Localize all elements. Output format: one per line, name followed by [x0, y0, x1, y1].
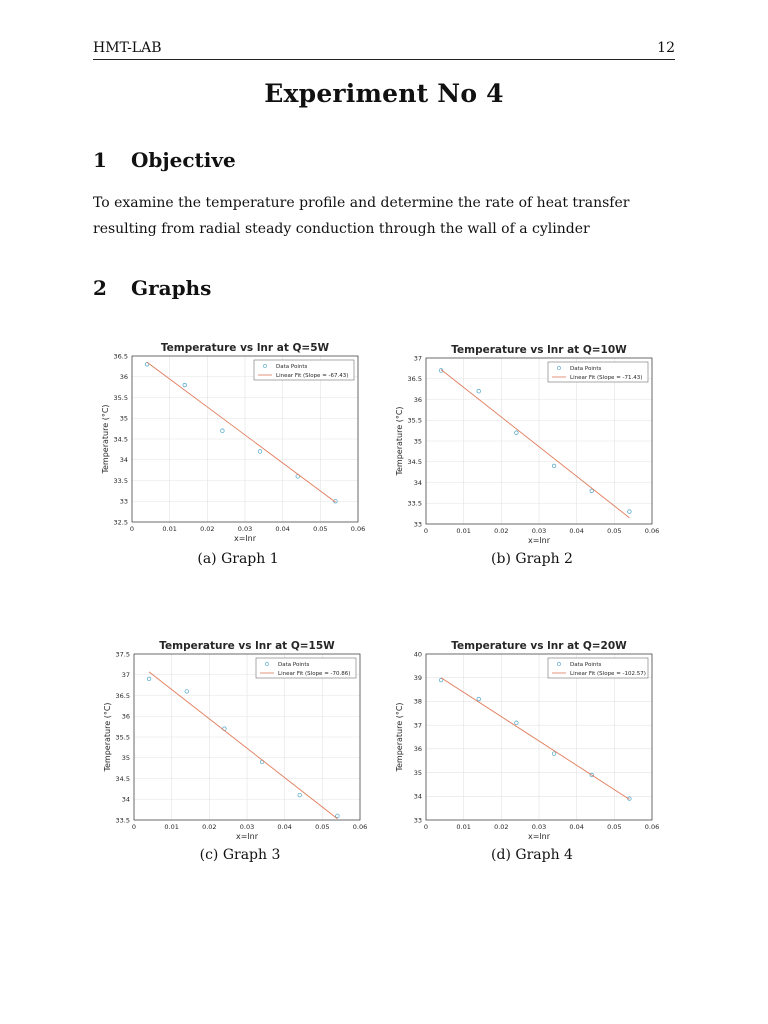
y-tick-label: 33 — [413, 520, 422, 529]
y-tick-label: 35 — [119, 414, 128, 423]
legend-entry: Linear Fit (Slope = -102.57) — [570, 671, 646, 677]
page-title: Experiment No 4 — [264, 79, 504, 108]
y-tick-label: 35 — [121, 754, 130, 763]
y-axis-label: Temperature (°C) — [395, 702, 404, 772]
y-tick-label: 34 — [413, 792, 422, 801]
section-number: 2 — [93, 276, 107, 300]
legend-entry: Data Points — [570, 662, 602, 668]
chart-graph-2 — [392, 340, 664, 548]
chart-title: Temperature vs lnr at Q=20W — [451, 640, 627, 652]
y-tick-label: 39 — [413, 674, 422, 683]
x-tick-label: 0 — [131, 823, 137, 831]
y-tick-label: 37.5 — [115, 650, 130, 659]
section-title: Graphs — [131, 276, 212, 300]
figure-caption-b: (b) Graph 2 — [491, 551, 573, 567]
section-title: Objective — [131, 148, 236, 172]
y-tick-label: 33 — [413, 816, 422, 825]
legend-entry: Linear Fit (Slope = -71.43) — [570, 375, 643, 381]
y-tick-label: 35 — [413, 437, 422, 446]
figure-caption-d: (d) Graph 4 — [491, 847, 573, 863]
figure-caption-c: (c) Graph 3 — [199, 847, 281, 863]
running-header — [93, 40, 675, 56]
y-tick-label: 35 — [413, 768, 422, 777]
y-tick-label: 36 — [119, 373, 128, 382]
y-tick-label: 35.5 — [407, 416, 422, 425]
y-tick-label: 36 — [121, 712, 130, 721]
x-tick-label: 0.06 — [644, 527, 660, 535]
x-tick-label: 0.01 — [164, 823, 179, 831]
y-tick-label: 36 — [413, 395, 422, 404]
y-tick-label: 37 — [121, 671, 130, 680]
x-tick-label: 0.04 — [277, 823, 292, 831]
y-tick-label: 34 — [119, 456, 128, 465]
y-tick-label: 34 — [121, 795, 130, 804]
y-tick-label: 32.5 — [113, 518, 128, 527]
chart-title: Temperature vs lnr at Q=15W — [159, 640, 335, 652]
y-tick-label: 34 — [413, 478, 422, 487]
y-tick-label: 36.5 — [115, 691, 130, 700]
x-axis-label: x=lnr — [527, 536, 551, 545]
x-tick-label: 0.03 — [531, 527, 547, 535]
y-axis-label: Temperature (°C) — [103, 702, 112, 772]
x-tick-label: 0.02 — [200, 525, 215, 533]
x-tick-label: 0 — [423, 823, 429, 831]
legend-entry: Data Points — [276, 364, 308, 370]
y-tick-label: 37 — [413, 354, 422, 363]
y-tick-label: 36 — [413, 745, 422, 754]
x-tick-label: 0 — [423, 527, 429, 535]
figure-caption-a: (a) Graph 1 — [197, 551, 279, 567]
x-tick-label: 0.03 — [531, 823, 547, 831]
x-tick-label: 0.05 — [315, 823, 330, 831]
x-tick-label: 0.06 — [352, 823, 368, 831]
chart-graph-1 — [98, 338, 370, 546]
x-tick-label: 0.06 — [350, 525, 366, 533]
x-tick-label: 0.02 — [494, 527, 509, 535]
y-tick-label: 33.5 — [407, 499, 422, 508]
y-tick-label: 33.5 — [113, 476, 128, 485]
x-tick-label: 0.05 — [313, 525, 328, 533]
y-tick-label: 36.5 — [113, 352, 128, 361]
x-tick-label: 0.04 — [569, 527, 584, 535]
chart-graph-4 — [392, 636, 664, 844]
y-tick-label: 33.5 — [115, 816, 130, 825]
objective-paragraph: To examine the temperature profile and determine the rate of heat transfer resulting from radial steady conduction through the wall of a cylinder — [93, 195, 630, 237]
x-tick-label: 0.03 — [239, 823, 255, 831]
x-tick-label: 0.05 — [607, 823, 622, 831]
legend-entry: Data Points — [570, 366, 602, 372]
legend-entry: Linear Fit (Slope = -67.43) — [276, 373, 349, 379]
x-tick-label: 0.03 — [237, 525, 253, 533]
section-heading-objective — [93, 148, 236, 172]
x-axis-label: x=lnr — [233, 534, 257, 543]
x-tick-label: 0.01 — [456, 527, 471, 535]
x-axis-label: x=lnr — [235, 832, 259, 841]
legend-entry: Linear Fit (Slope = -70.86) — [278, 671, 351, 677]
y-tick-label: 38 — [413, 697, 422, 706]
x-tick-label: 0.05 — [607, 527, 622, 535]
header-rule — [93, 59, 675, 60]
y-tick-label: 40 — [413, 650, 422, 659]
y-tick-label: 35.5 — [115, 733, 130, 742]
section-heading-graphs — [93, 276, 211, 300]
x-axis-label: x=lnr — [527, 832, 551, 841]
y-tick-label: 35.5 — [113, 393, 128, 402]
x-tick-label: 0.04 — [275, 525, 290, 533]
page-number: 12 — [657, 40, 675, 56]
y-axis-label: Temperature (°C) — [101, 404, 110, 474]
chart-title: Temperature vs lnr at Q=5W — [160, 342, 330, 354]
header-left: HMT-LAB — [93, 40, 162, 56]
y-tick-label: 34.5 — [407, 458, 422, 467]
x-tick-label: 0.04 — [569, 823, 584, 831]
section-number: 1 — [93, 148, 107, 172]
x-tick-label: 0.02 — [202, 823, 217, 831]
y-tick-label: 34.5 — [113, 435, 128, 444]
x-tick-label: 0.01 — [456, 823, 471, 831]
y-tick-label: 34.5 — [115, 774, 130, 783]
chart-title: Temperature vs lnr at Q=10W — [451, 344, 627, 356]
chart-graph-3 — [100, 636, 372, 844]
legend-entry: Data Points — [278, 662, 310, 668]
x-tick-label: 0.06 — [644, 823, 660, 831]
y-tick-label: 37 — [413, 721, 422, 730]
x-tick-label: 0.01 — [162, 525, 177, 533]
y-tick-label: 33 — [119, 497, 128, 506]
x-tick-label: 0.02 — [494, 823, 509, 831]
x-tick-label: 0 — [129, 525, 135, 533]
y-tick-label: 36.5 — [407, 375, 422, 384]
y-axis-label: Temperature (°C) — [395, 406, 404, 476]
